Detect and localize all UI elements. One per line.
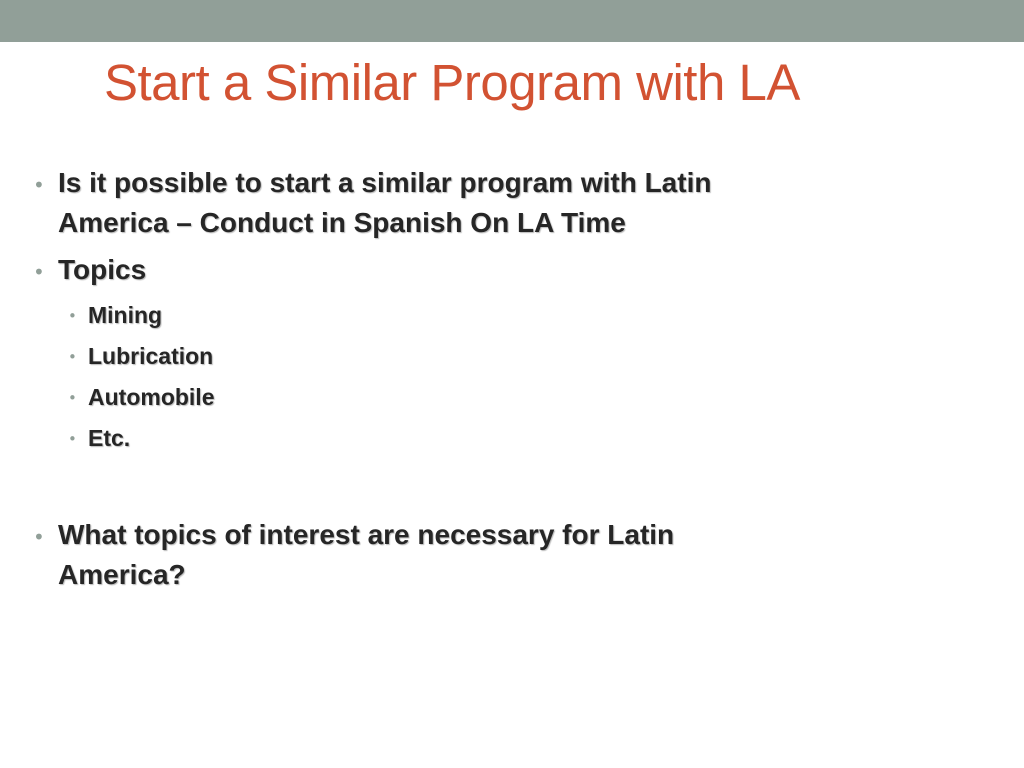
bullet-marker: • <box>33 173 45 197</box>
bullet-text-line: America – Conduct in Spanish On LA Time <box>58 207 626 238</box>
bullet-text-line: Lubrication <box>88 343 214 369</box>
bullet-marker: • <box>33 260 45 284</box>
bullet-marker: • <box>68 348 77 366</box>
bullet-text-line: What topics of interest are necessary for Latin <box>58 519 675 550</box>
bullet-marker: • <box>68 307 77 325</box>
bullet-marker: • <box>68 389 77 407</box>
bullet-text-line: Mining <box>88 302 163 328</box>
bullet-marker: • <box>68 430 77 448</box>
bullet-marker: • <box>33 525 45 549</box>
slide-title: Start a Similar Program with LA <box>104 54 800 111</box>
bullet-text-line: Automobile <box>88 384 215 410</box>
bullet-text-line: Topics <box>58 254 147 285</box>
bullet-text-line: Etc. <box>88 425 131 451</box>
bullet-text-line: Is it possible to start a similar program with Latin <box>58 167 712 198</box>
bullet-text-line: America? <box>58 559 186 590</box>
